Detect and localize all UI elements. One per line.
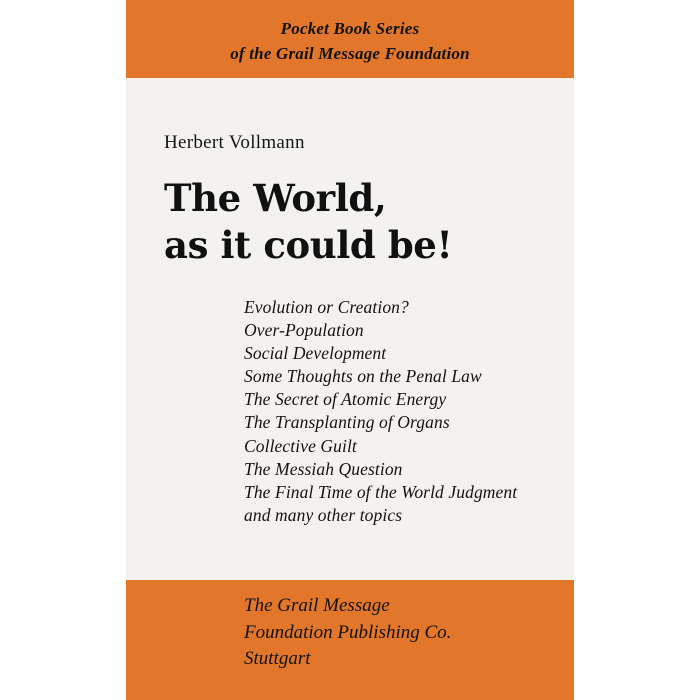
- book-title-line-1: The World,: [164, 176, 387, 220]
- list-item: The Final Time of the World Judgment: [244, 481, 518, 502]
- book-title: [164, 176, 564, 268]
- series-title: [126, 17, 574, 66]
- list-item: The Transplanting of Organs: [244, 412, 450, 433]
- list-item: Evolution or Creation?: [244, 297, 409, 317]
- author-name: Herbert Vollmann: [164, 132, 305, 153]
- list-item: The Secret of Atomic Energy: [244, 389, 447, 410]
- list-item: Social Development: [244, 343, 387, 364]
- publisher-imprint: [244, 593, 451, 672]
- publisher-line-3: Stuttgart: [244, 647, 311, 669]
- series-title-line-2: of the Grail Message Foundation: [230, 43, 470, 63]
- publisher-line-2: Foundation Publishing Co.: [244, 621, 452, 643]
- list-item: and many other topics: [244, 504, 403, 525]
- book-title-line-2: as it could be!: [164, 223, 453, 268]
- book-cover: [126, 0, 574, 700]
- list-item: Collective Guilt: [244, 435, 357, 456]
- publisher-line-1: The Grail Message: [244, 595, 390, 617]
- series-title-line-1: Pocket Book Series: [280, 19, 420, 38]
- topics-list: [244, 296, 574, 527]
- list-item: Some Thoughts on the Penal Law: [244, 366, 482, 387]
- list-item: Over-Population: [244, 320, 364, 341]
- list-item: The Messiah Question: [244, 458, 403, 479]
